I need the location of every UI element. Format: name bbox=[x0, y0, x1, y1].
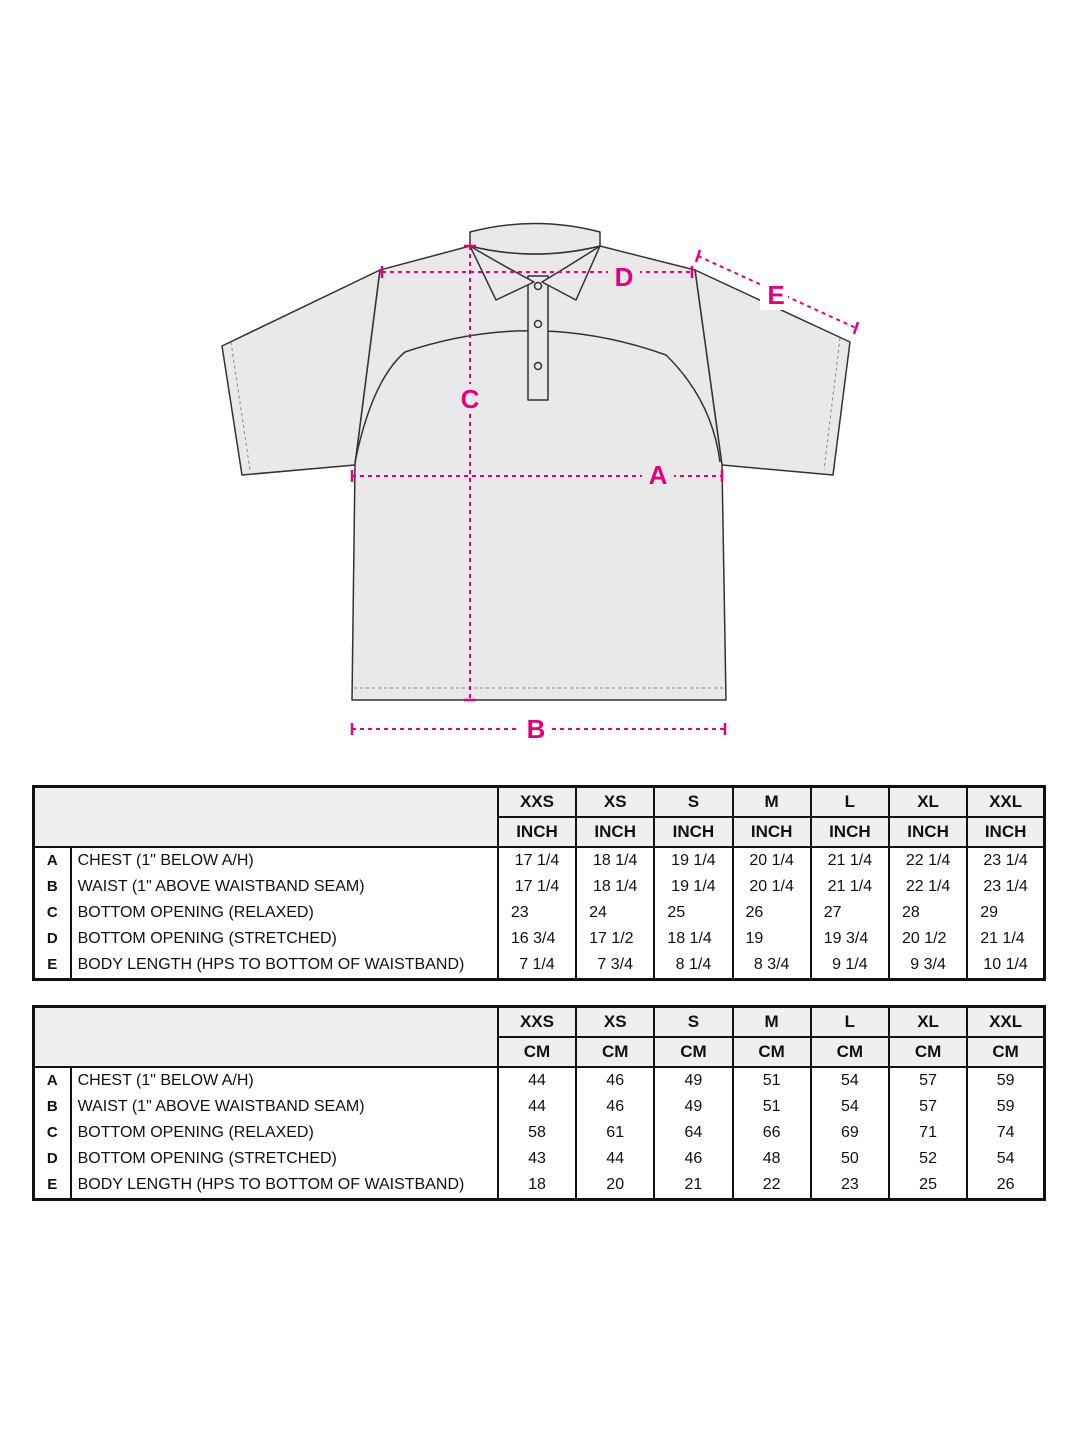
measurement-value: 44 bbox=[576, 1146, 654, 1172]
measurement-value: 43 bbox=[498, 1146, 576, 1172]
measurement-description: BOTTOM OPENING (STRETCHED) bbox=[71, 1146, 498, 1172]
collar-back bbox=[470, 224, 600, 255]
measurement-value: 23 bbox=[811, 1172, 889, 1200]
measurement-value: 74 bbox=[996, 1124, 1015, 1141]
unit-label: INCH bbox=[811, 817, 889, 847]
measurement-value: 23 1/4 bbox=[983, 878, 1028, 895]
measurement-key: C bbox=[34, 1120, 71, 1146]
measurement-value: 19 bbox=[733, 926, 811, 952]
measurement-value: 9 1/4 bbox=[811, 952, 889, 980]
measurement-value: 24 bbox=[576, 900, 654, 926]
measurement-value: 69 bbox=[811, 1120, 889, 1146]
measurement-value: 20 1/4 bbox=[733, 874, 811, 900]
measurement-key: C bbox=[34, 900, 71, 926]
measurement-value: 25 bbox=[654, 900, 732, 926]
measurement-value: 44 bbox=[498, 1094, 576, 1120]
measurement-value: 20 bbox=[576, 1172, 654, 1200]
measurement-value: 54 bbox=[811, 1067, 889, 1094]
measurement-value: 46 bbox=[576, 1067, 654, 1094]
measurement-value: 50 bbox=[811, 1146, 889, 1172]
measurement-key: B bbox=[34, 1094, 71, 1120]
measurement-value: 8 1/4 bbox=[654, 952, 732, 980]
measurement-key: D bbox=[34, 926, 71, 952]
measurement-value: 21 bbox=[654, 1172, 732, 1200]
button-icon bbox=[535, 283, 542, 290]
size-xxs: XXS bbox=[498, 787, 576, 818]
shirt-drawing bbox=[222, 224, 850, 701]
measurement-value: 23 1/4 bbox=[983, 852, 1028, 869]
measurement-value: 22 1/4 bbox=[889, 847, 967, 874]
label-e: E bbox=[767, 280, 785, 310]
size-xl: XL bbox=[889, 1007, 967, 1038]
measurement-value: 71 bbox=[889, 1120, 967, 1146]
measurement-value: 61 bbox=[576, 1120, 654, 1146]
unit-label: CM bbox=[733, 1037, 811, 1067]
measurement-value: 49 bbox=[654, 1094, 732, 1120]
measurement-key: A bbox=[34, 1067, 71, 1094]
measurement-value: 59 bbox=[996, 1098, 1015, 1115]
measurement-value: 7 1/4 bbox=[498, 952, 576, 980]
unit-label: CM bbox=[654, 1037, 732, 1067]
measurement-description: BODY LENGTH (HPS TO BOTTOM OF WAISTBAND) bbox=[71, 1172, 498, 1200]
size-s: S bbox=[654, 1007, 732, 1038]
measurement-value: 29 bbox=[980, 904, 998, 921]
measurement-value: 64 bbox=[654, 1120, 732, 1146]
measurement-value: 19 1/4 bbox=[654, 847, 732, 874]
measurement-value: 48 bbox=[733, 1146, 811, 1172]
measurement-row bbox=[34, 1146, 1045, 1172]
measurement-value: 57 bbox=[889, 1094, 967, 1120]
size-xxl: XXL bbox=[967, 787, 1044, 818]
size-xl: XL bbox=[889, 787, 967, 818]
measurement-value: 18 1/4 bbox=[576, 847, 654, 874]
measurement-value: 7 3/4 bbox=[576, 952, 654, 980]
measurement-value: 26 bbox=[733, 900, 811, 926]
measurement-value: 44 bbox=[498, 1067, 576, 1094]
measurement-value: 18 bbox=[498, 1172, 576, 1200]
unit-label: CM bbox=[889, 1037, 967, 1067]
measurement-value: 22 1/4 bbox=[889, 874, 967, 900]
size-xs: XS bbox=[576, 1007, 654, 1038]
measurement-row bbox=[34, 900, 1045, 926]
measurement-value: 20 1/2 bbox=[889, 926, 967, 952]
measurement-description: WAIST (1" ABOVE WAISTBAND SEAM) bbox=[71, 874, 498, 900]
measurement-value: 46 bbox=[654, 1146, 732, 1172]
measurement-description: WAIST (1" ABOVE WAISTBAND SEAM) bbox=[71, 1094, 498, 1120]
unit-label: CM bbox=[576, 1037, 654, 1067]
measurement-value: 49 bbox=[654, 1067, 732, 1094]
measurement-value: 25 bbox=[889, 1172, 967, 1200]
size-s: S bbox=[654, 787, 732, 818]
unit-label: INCH bbox=[498, 817, 576, 847]
size-xs: XS bbox=[576, 787, 654, 818]
measurement-value: 10 1/4 bbox=[983, 956, 1028, 973]
unit-header-row bbox=[34, 1037, 1045, 1067]
unit-label: CM bbox=[498, 1037, 576, 1067]
label-b: B bbox=[526, 714, 546, 744]
measurement-value: 17 1/2 bbox=[576, 926, 654, 952]
label-a: A bbox=[648, 460, 668, 490]
unit-label: CM bbox=[967, 1037, 1044, 1067]
size-xxs: XXS bbox=[498, 1007, 576, 1038]
size-l: L bbox=[811, 1007, 889, 1038]
measurement-value: 17 1/4 bbox=[498, 874, 576, 900]
measurement-row bbox=[34, 926, 1045, 952]
size-m: M bbox=[733, 787, 811, 818]
measurement-description: BOTTOM OPENING (STRETCHED) bbox=[71, 926, 498, 952]
measurement-value: 54 bbox=[811, 1094, 889, 1120]
measurement-value: 19 1/4 bbox=[654, 874, 732, 900]
label-c: C bbox=[460, 384, 480, 414]
unit-label: INCH bbox=[967, 817, 1044, 847]
measurement-description: BODY LENGTH (HPS TO BOTTOM OF WAISTBAND) bbox=[71, 952, 498, 980]
measurement-key: E bbox=[34, 952, 71, 980]
measurement-value: 19 3/4 bbox=[811, 926, 889, 952]
measurement-value: 57 bbox=[889, 1067, 967, 1094]
placket bbox=[528, 276, 548, 400]
unit-label: INCH bbox=[576, 817, 654, 847]
measurement-value: 21 1/4 bbox=[811, 847, 889, 874]
measurement-value: 59 bbox=[996, 1072, 1015, 1089]
measurement-value: 17 1/4 bbox=[498, 847, 576, 874]
measurement-value: 18 1/4 bbox=[654, 926, 732, 952]
label-d: D bbox=[614, 262, 634, 292]
measurement-row bbox=[34, 1094, 1045, 1120]
measurement-value: 51 bbox=[733, 1094, 811, 1120]
size-xxl: XXL bbox=[967, 1007, 1044, 1038]
measurement-description: BOTTOM OPENING (RELAXED) bbox=[71, 900, 498, 926]
size-m: M bbox=[733, 1007, 811, 1038]
inch-size-table bbox=[32, 785, 1046, 981]
unit-label: INCH bbox=[654, 817, 732, 847]
size-header-row bbox=[34, 787, 1045, 818]
measurement-row bbox=[34, 874, 1045, 900]
measurement-description: CHEST (1" BELOW A/H) bbox=[71, 847, 498, 874]
measurement-value: 23 bbox=[498, 900, 576, 926]
measurement-key: A bbox=[34, 847, 71, 874]
measurement-key: D bbox=[34, 1146, 71, 1172]
measurement-value: 18 1/4 bbox=[576, 874, 654, 900]
unit-label: INCH bbox=[733, 817, 811, 847]
measurement-value: 8 3/4 bbox=[733, 952, 811, 980]
size-header-row bbox=[34, 1007, 1045, 1038]
size-l: L bbox=[811, 787, 889, 818]
measurement-value: 20 1/4 bbox=[733, 847, 811, 874]
unit-label: INCH bbox=[889, 817, 967, 847]
measurement-value: 16 3/4 bbox=[498, 926, 576, 952]
measurement-value: 58 bbox=[498, 1120, 576, 1146]
measurement-value: 26 bbox=[996, 1176, 1015, 1193]
unit-header-row bbox=[34, 817, 1045, 847]
measurement-value: 66 bbox=[733, 1120, 811, 1146]
measurement-row bbox=[34, 847, 1045, 874]
measurement-row bbox=[34, 1172, 1045, 1200]
unit-label: CM bbox=[811, 1037, 889, 1067]
measurement-value: 21 1/4 bbox=[811, 874, 889, 900]
cm-size-table bbox=[32, 1005, 1046, 1201]
measurement-value: 27 bbox=[811, 900, 889, 926]
measurement-value: 21 1/4 bbox=[980, 930, 1025, 947]
measurement-row bbox=[34, 952, 1045, 980]
measurement-value: 54 bbox=[996, 1150, 1015, 1167]
measurement-description: BOTTOM OPENING (RELAXED) bbox=[71, 1120, 498, 1146]
measurement-key: E bbox=[34, 1172, 71, 1200]
measurement-value: 9 3/4 bbox=[889, 952, 967, 980]
measurement-row bbox=[34, 1067, 1045, 1094]
measurement-value: 51 bbox=[733, 1067, 811, 1094]
measurement-description: CHEST (1" BELOW A/H) bbox=[71, 1067, 498, 1094]
measurement-value: 52 bbox=[889, 1146, 967, 1172]
button-icon bbox=[535, 363, 542, 370]
measurement-row bbox=[34, 1120, 1045, 1146]
measurement-value: 28 bbox=[889, 900, 967, 926]
measurement-key: B bbox=[34, 874, 71, 900]
measurement-value: 22 bbox=[733, 1172, 811, 1200]
button-icon bbox=[535, 321, 542, 328]
measurement-value: 46 bbox=[576, 1094, 654, 1120]
